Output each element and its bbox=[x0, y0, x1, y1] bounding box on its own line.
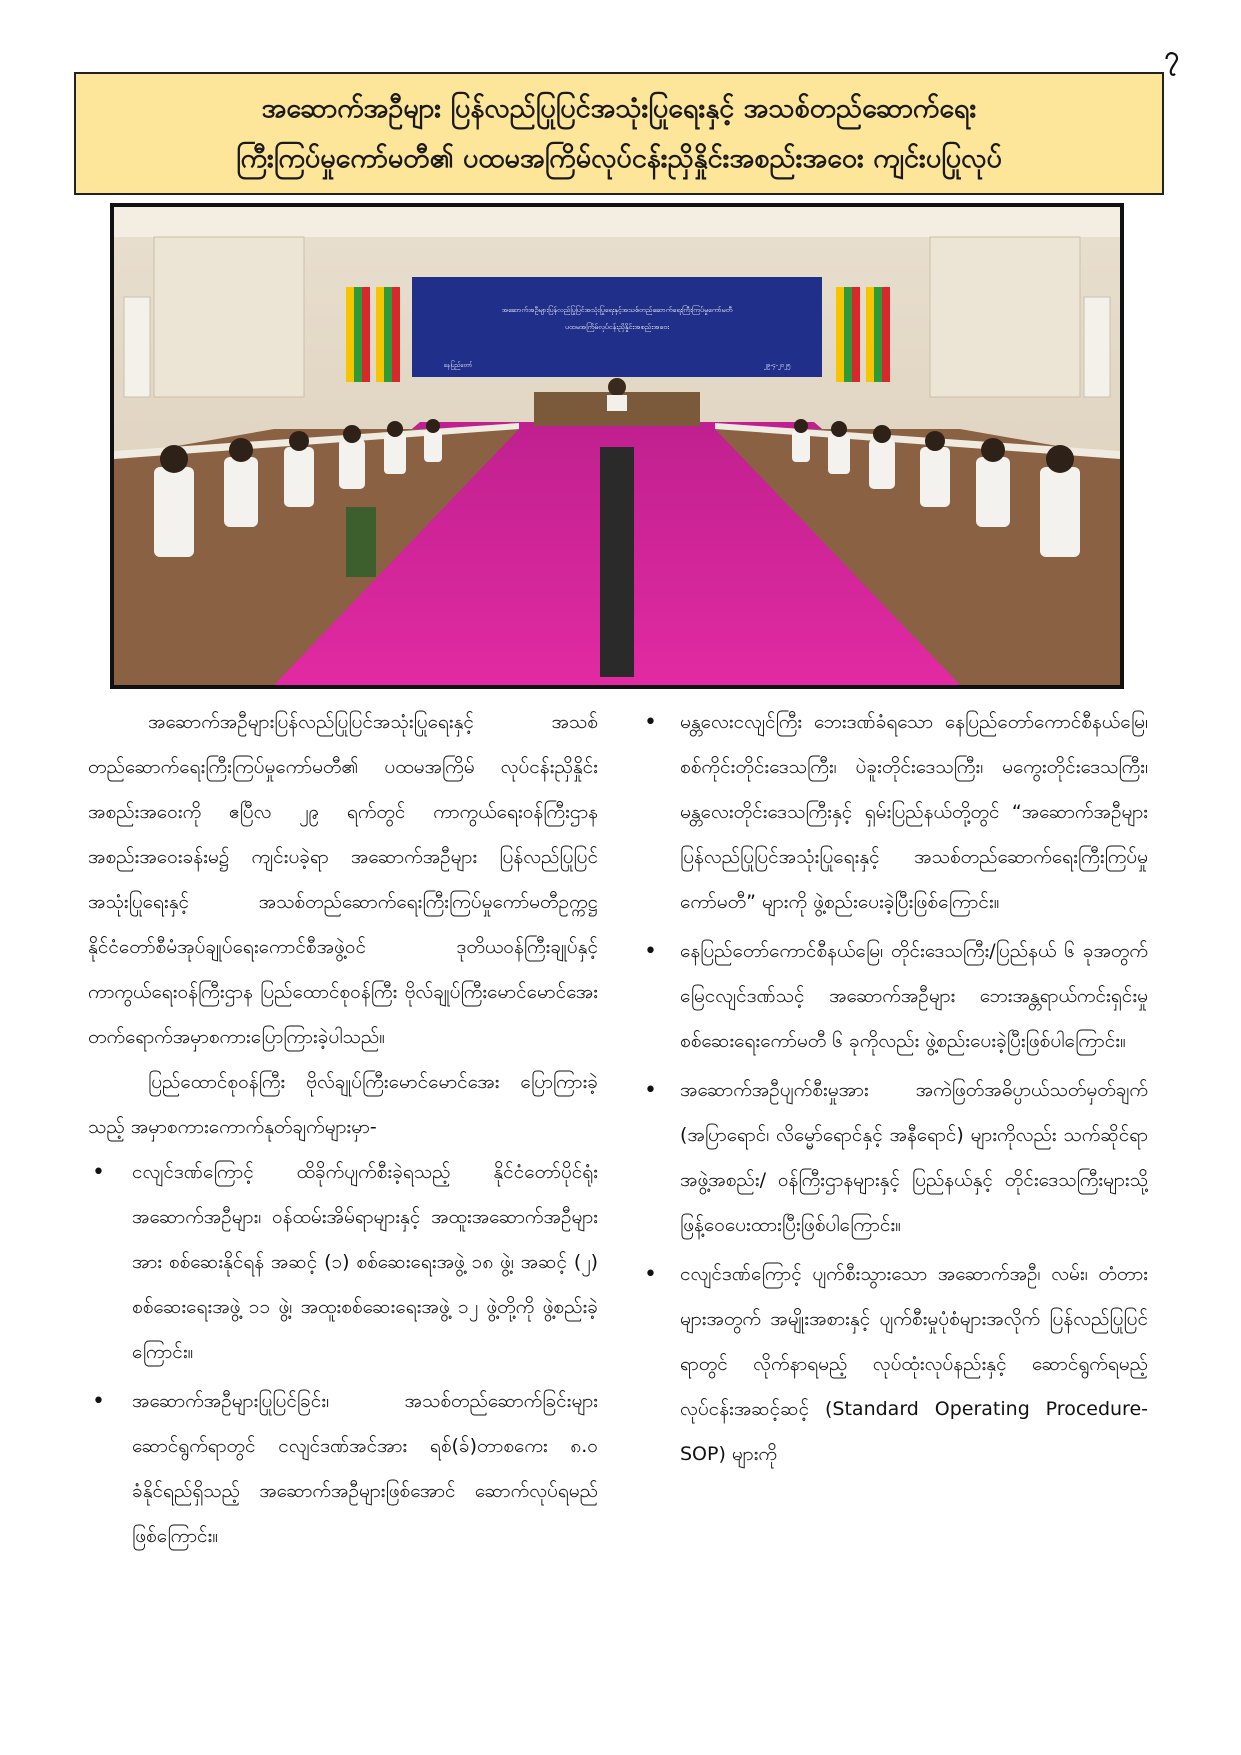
wall-panel-right bbox=[930, 237, 1080, 397]
stage-banner-date: ၂၉-၄-၂၀၂၅ bbox=[764, 362, 791, 369]
meeting-photo bbox=[110, 203, 1124, 689]
stage-banner-line-2: ပထမအကြိမ်လုပ်ငန်းညှိနှိုင်းအစည်းအဝေး bbox=[565, 323, 669, 331]
stage-banner-place: နေပြည်တော် bbox=[444, 362, 473, 369]
list-item bbox=[640, 700, 1148, 925]
right-bullet-list bbox=[640, 700, 1148, 1477]
center-display-stand bbox=[600, 447, 634, 677]
uniformed-attendee bbox=[346, 507, 376, 577]
bullet-icon: • bbox=[92, 1160, 105, 1185]
bullet-text: နေပြည်တော်ကောင်စီနယ်မြေ၊ တိုင်းဒေသကြီး/ပြည်နယ် ၆ ခုအတွက် မြေငလျင်ဒဏ်သင့် အဆောက်အဦများ ဘေးအန္တရာယ်ကင်းရှင်းမှု စစ်ဆေးရေးကော်မတီ ၆ ခုကိုလည်း ဖွဲ့စည်းပေးခဲ့ပြီးဖြစ်ပါကြောင်း။ bbox=[680, 940, 1148, 1052]
bullet-text: အဆောက်အဦများပြုပြင်ခြင်း၊ အသစ်တည်ဆောက်ခြင်းများဆောင်ရွက်ရာတွင် ငလျင်ဒဏ်အင်အား ရစ်(ခ်)တာစကေး ၈.၀ ခံနိုင်ရည်ရှိသည့် အဆောက်အဦများဖြစ်အောင် ဆောက်လုပ်ရမည်ဖြစ်ကြောင်း။ bbox=[132, 1390, 598, 1547]
bullet-icon: • bbox=[644, 1262, 657, 1287]
bullet-icon: • bbox=[644, 939, 657, 964]
bullet-icon: • bbox=[644, 1078, 657, 1103]
air-conditioner-right bbox=[1084, 297, 1110, 397]
ceiling bbox=[114, 207, 1120, 237]
bullet-text: ငလျင်ဒဏ်ကြောင့် ထိခိုက်ပျက်စီးခဲ့ရသည့် နိုင်ငံတော်ပိုင်ရုံးအဆောက်အဦများ၊ ဝန်ထမ်းအိမ်ရာများနှင့် အထူးအဆောက်အဦများအား စစ်ဆေးနိုင်ရန် အဆင့် (၁) စစ်ဆေးရေးအဖွဲ့ ၁၈ ဖွဲ့၊ အဆင့် (၂) စစ်ဆေးရေးအဖွဲ့ ၁၁ ဖွဲ့၊ အထူးစစ်ဆေးရေးအဖွဲ့ ၁၂ ဖွဲ့တို့ကို ဖွဲ့စည်းခဲ့ကြောင်း။ bbox=[132, 1161, 598, 1363]
bullet-text: မန္တလေးငလျင်ကြီး ဘေးဒဏ်ခံရသော နေပြည်တော်ကောင်စီနယ်မြေ၊ စစ်ကိုင်းတိုင်းဒေသကြီး၊ ပဲခူးတိုင်းဒေသကြီး၊ မကွေးတိုင်းဒေသကြီး၊ မန္တလေးတိုင်းဒေသကြီးနှင့် ရှမ်းပြည်နယ်တို့တွင် “အဆောက်အဦများ ပြန်လည်ပြုပြင်အသုံးပြုရေးနှင့် အသစ်တည်ဆောက်ရေးကြီးကြပ်မှုကော်မတီ” များကို ဖွဲ့စည်းပေးခဲ့ပြီးဖြစ်ကြောင်း။ bbox=[680, 711, 1148, 913]
bullet-icon: • bbox=[644, 710, 657, 735]
list-item bbox=[640, 929, 1148, 1064]
bullet-text: ငလျင်ဒဏ်ကြောင့် ပျက်စီးသွားသော အဆောက်အဦ၊ လမ်း၊ တံတားများအတွက် အမျိုးအစားနှင့် ပျက်စီးမှုပုံစံများအလိုက် ပြန်လည်ပြုပြင်ရာတွင် လိုက်နာရမည့် လုပ်ထုံးလုပ်နည်းနှင့် ဆောင်ရွက်ရမည့် လုပ်ငန်းအဆင့်ဆင့် (Standard Operating Procedure-SOP) များကို bbox=[680, 1263, 1148, 1465]
headline-line-1: အဆောက်အဦများ ပြန်လည်ပြုပြင်အသုံးပြုရေးနှင့် အသစ်တည်ဆောက်ရေး bbox=[261, 92, 977, 124]
page-number: ၇ bbox=[1164, 41, 1179, 71]
chair-person-head bbox=[608, 378, 626, 396]
excerpt-intro-paragraph: ပြည်ထောင်စုဝန်ကြီး ဗိုလ်ချုပ်ကြီးမောင်မောင်အေး ပြောကြားခဲ့သည့် အမှာစကားကောက်နုတ်ချက်များမှာ- bbox=[88, 1071, 598, 1138]
bullet-icon: • bbox=[92, 1389, 105, 1414]
left-bullet-list bbox=[88, 1150, 598, 1559]
list-item bbox=[88, 1150, 598, 1375]
list-item bbox=[88, 1379, 598, 1559]
intro-paragraph: အဆောက်အဦများပြန်လည်ပြုပြင်အသုံးပြုရေးနှင့် အသစ်တည်ဆောက်ရေးကြီးကြပ်မှုကော်မတီ၏ ပထမအကြိမ် လုပ်ငန်းညှိနှိုင်းအစည်းအဝေးကို ဧပြီလ ၂၉ ရက်တွင် ကာကွယ်ရေးဝန်ကြီးဌာနအစည်းအဝေးခန်းမ၌ ကျင်းပခဲ့ရာ အဆောက်အဦများ ပြန်လည်ပြုပြင်အသုံးပြုရေးနှင့် အသစ်တည်ဆောက်ရေးကြီးကြပ်မှုကော်မတီဥက္ကဋ္ဌ နိုင်ငံတော်စီမံအုပ်ချုပ်ရေးကောင်စီအဖွဲ့ဝင် ဒုတိယဝန်ကြီးချုပ်နှင့် ကာကွယ်ရေးဝန်ကြီးဌာန ပြည်ထောင်စုဝန်ကြီး ဗိုလ်ချုပ်ကြီးမောင်မောင်အေး တက်ရောက်အမှာစကားပြောကြားခဲ့ပါသည်။ bbox=[88, 711, 598, 1048]
bullet-text: အဆောက်အဦပျက်စီးမှုအား အကဲဖြတ်အဓိပ္ပာယ်သတ်မှတ်ချက် (အပြာရောင်၊ လိမ္မော်ရောင်နှင့် အနီရောင်) များကိုလည်း သက်ဆိုင်ရာအဖွဲ့အစည်း/ ဝန်ကြီးဌာနများနှင့် ပြည်နယ်နှင့် တိုင်းဒေသကြီးများသို့ ဖြန့်ဝေပေးထားပြီးဖြစ်ပါကြောင်း။ bbox=[680, 1079, 1148, 1236]
list-item bbox=[640, 1068, 1148, 1248]
air-conditioner-left bbox=[124, 297, 150, 397]
headline-banner bbox=[74, 72, 1164, 195]
headline-line-2: ကြီးကြပ်မှုကော်မတီ၏ ပထမအကြိမ်လုပ်ငန်းညှိနှိုင်းအစည်းအဝေး ကျင်းပပြုလုပ် bbox=[236, 142, 1002, 174]
left-column bbox=[88, 700, 598, 1563]
stage-banner-line-1: အဆောက်အဦများပြန်လည်ပြုပြင်အသုံးပြုရေးနှင့်အသစ်တည်ဆောက်ရေးကြီးကြပ်မှုကော်မတီ bbox=[501, 306, 733, 314]
meeting-room-illustration bbox=[114, 207, 1120, 685]
list-item bbox=[640, 1252, 1148, 1477]
right-column bbox=[640, 700, 1148, 1481]
wall-panel-left bbox=[154, 237, 304, 397]
chair-person-body bbox=[607, 395, 627, 411]
